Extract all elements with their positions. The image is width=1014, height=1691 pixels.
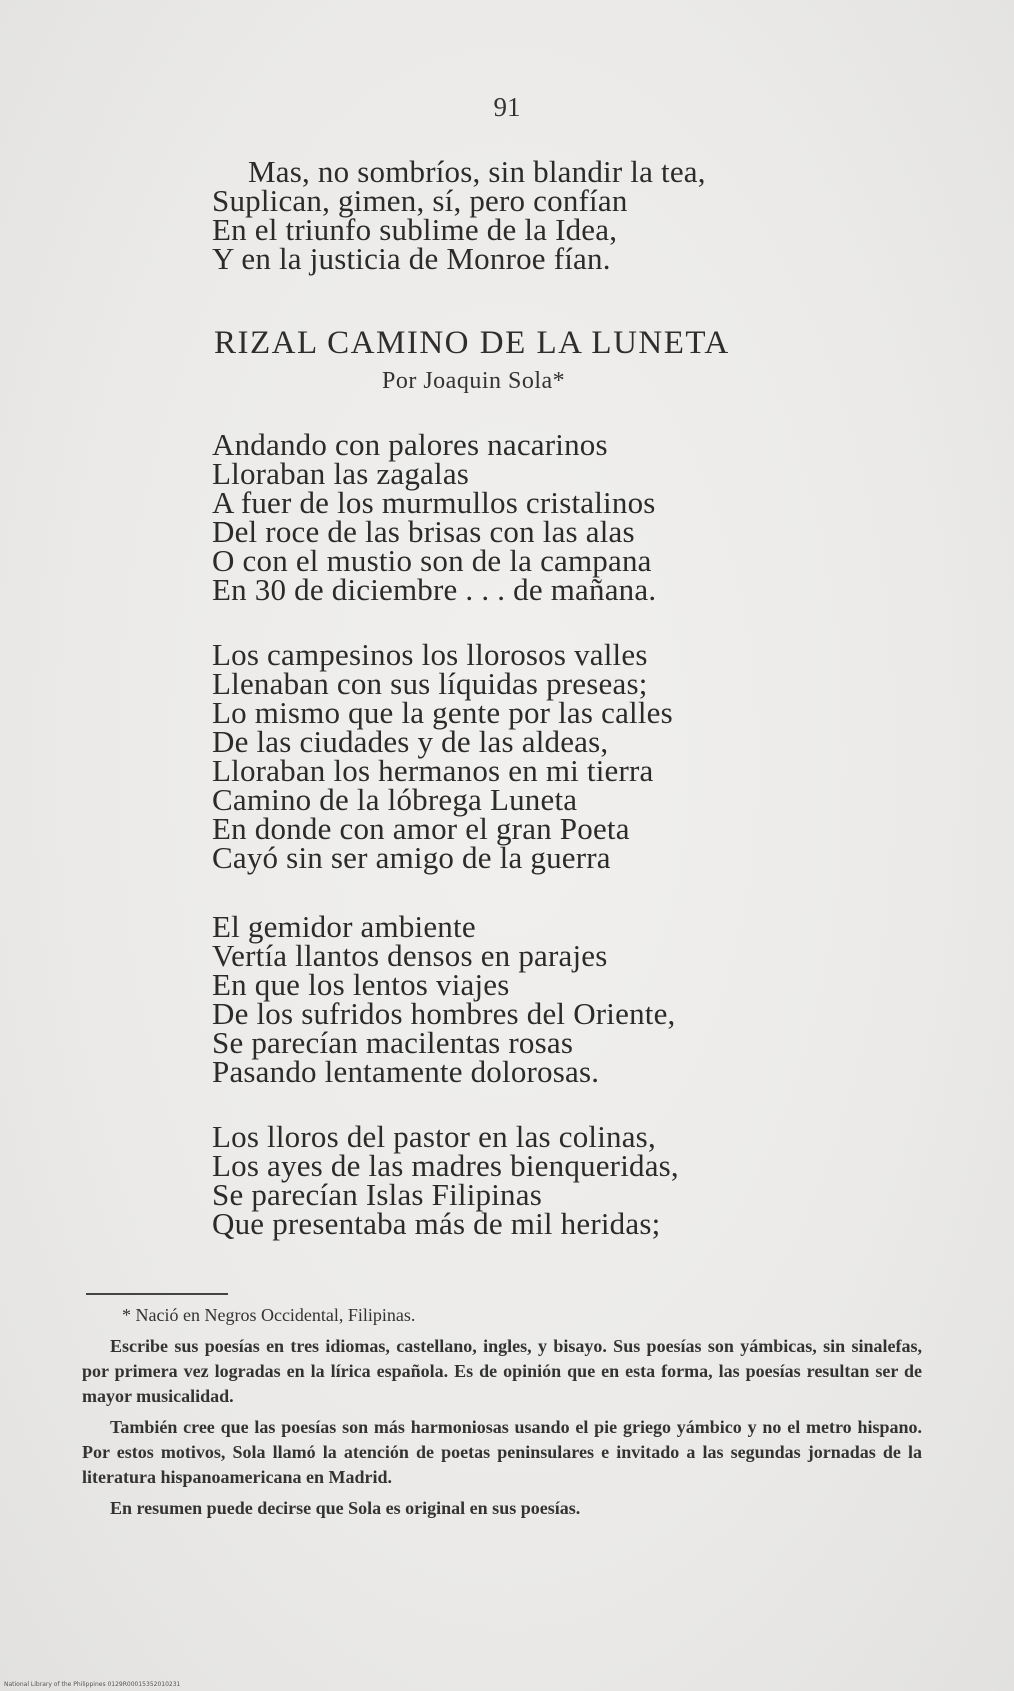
poem-stanza-1 — [212, 427, 832, 607]
verse-line: Llenaban con sus líquidas preseas; — [212, 666, 648, 701]
scan-watermark-label: National Library of the Philippines 0129R00015352010231 — [4, 1681, 181, 1688]
verse-line: Los ayes de las madres bienqueridas, — [212, 1148, 679, 1183]
footnote-divider — [86, 1293, 228, 1295]
opening-stanza — [212, 154, 832, 276]
verse-line: Suplican, gimen, sí, pero confían — [212, 183, 628, 218]
verse-line: Los campesinos los llorosos valles — [212, 637, 648, 672]
verse-line: En donde con amor el gran Poeta — [212, 811, 630, 846]
verse-line: Que presentaba más de mil heridas; — [212, 1206, 661, 1241]
verse-line: Del roce de las brisas con las alas — [212, 514, 635, 549]
footnotes — [82, 1303, 922, 1521]
verse-line: Y en la justicia de Monroe fían. — [212, 241, 611, 276]
verse-line: Pasando lentamente dolorosas. — [212, 1054, 600, 1089]
footnote-paragraph: En resumen puede decirse que Sola es original en sus poesías. — [110, 1498, 581, 1518]
verse-line: De las ciudades y de las aldeas, — [212, 724, 609, 759]
verse-line: O con el mustio son de la campana — [212, 543, 652, 578]
verse-line: Lloraban las zagalas — [212, 456, 470, 491]
verse-line: Lo mismo que la gente por las calles — [212, 695, 673, 730]
verse-line: Camino de la lóbrega Luneta — [212, 782, 578, 817]
verse-line: Cayó sin ser amigo de la guerra — [212, 840, 611, 875]
footnote-marker-note: * Nació en Negros Occidental, Filipinas. — [122, 1305, 416, 1325]
verse-line: En que los lentos viajes — [212, 967, 510, 1002]
poem-stanza-3 — [212, 909, 832, 1089]
verse-line: Mas, no sombríos, sin blandir la tea, — [248, 154, 706, 189]
poem-title: RIZAL CAMINO DE LA LUNETA — [214, 325, 730, 361]
verse-line: Lloraban los hermanos en mi tierra — [212, 753, 654, 788]
verse-line: En el triunfo sublime de la Idea, — [212, 212, 618, 247]
page-number: 91 — [493, 92, 521, 122]
verse-line: En 30 de diciembre . . . de mañana. — [212, 572, 657, 607]
verse-line: Se parecían Islas Filipinas — [212, 1177, 542, 1212]
verse-line: Los lloros del pastor en las colinas, — [212, 1119, 656, 1154]
poem-byline: Por Joaquin Sola* — [382, 368, 566, 394]
verse-line: Andando con palores nacarinos — [212, 427, 608, 462]
verse-line: A fuer de los murmullos cristalinos — [212, 485, 656, 520]
verse-line: El gemidor ambiente — [212, 909, 476, 944]
poem-stanza-4 — [212, 1119, 832, 1241]
poem-stanza-2 — [212, 637, 832, 875]
footnote-paragraph: Escribe sus poesías en tres idiomas, castellano, ingles, y bisayo. Sus poesías son yámbicas, sin sinalefas, por primera vez logradas en la lírica española. Es de opinión que en esta forma, las poesías resultan ser de mayor musicalidad. — [82, 1336, 922, 1406]
verse-line: De los sufridos hombres del Oriente, — [212, 996, 676, 1031]
footnote-paragraph: También cree que las poesías son más harmoniosas usando el pie griego yámbico y no el metro hispano. Por estos motivos, Sola llamó la atención de poetas peninsulares e invitado a las segundas jornadas de la literatura hispanoamericana en Madrid. — [82, 1417, 922, 1487]
verse-line: Vertía llantos densos en parajes — [212, 938, 608, 973]
verse-line: Se parecían macilentas rosas — [212, 1025, 574, 1060]
